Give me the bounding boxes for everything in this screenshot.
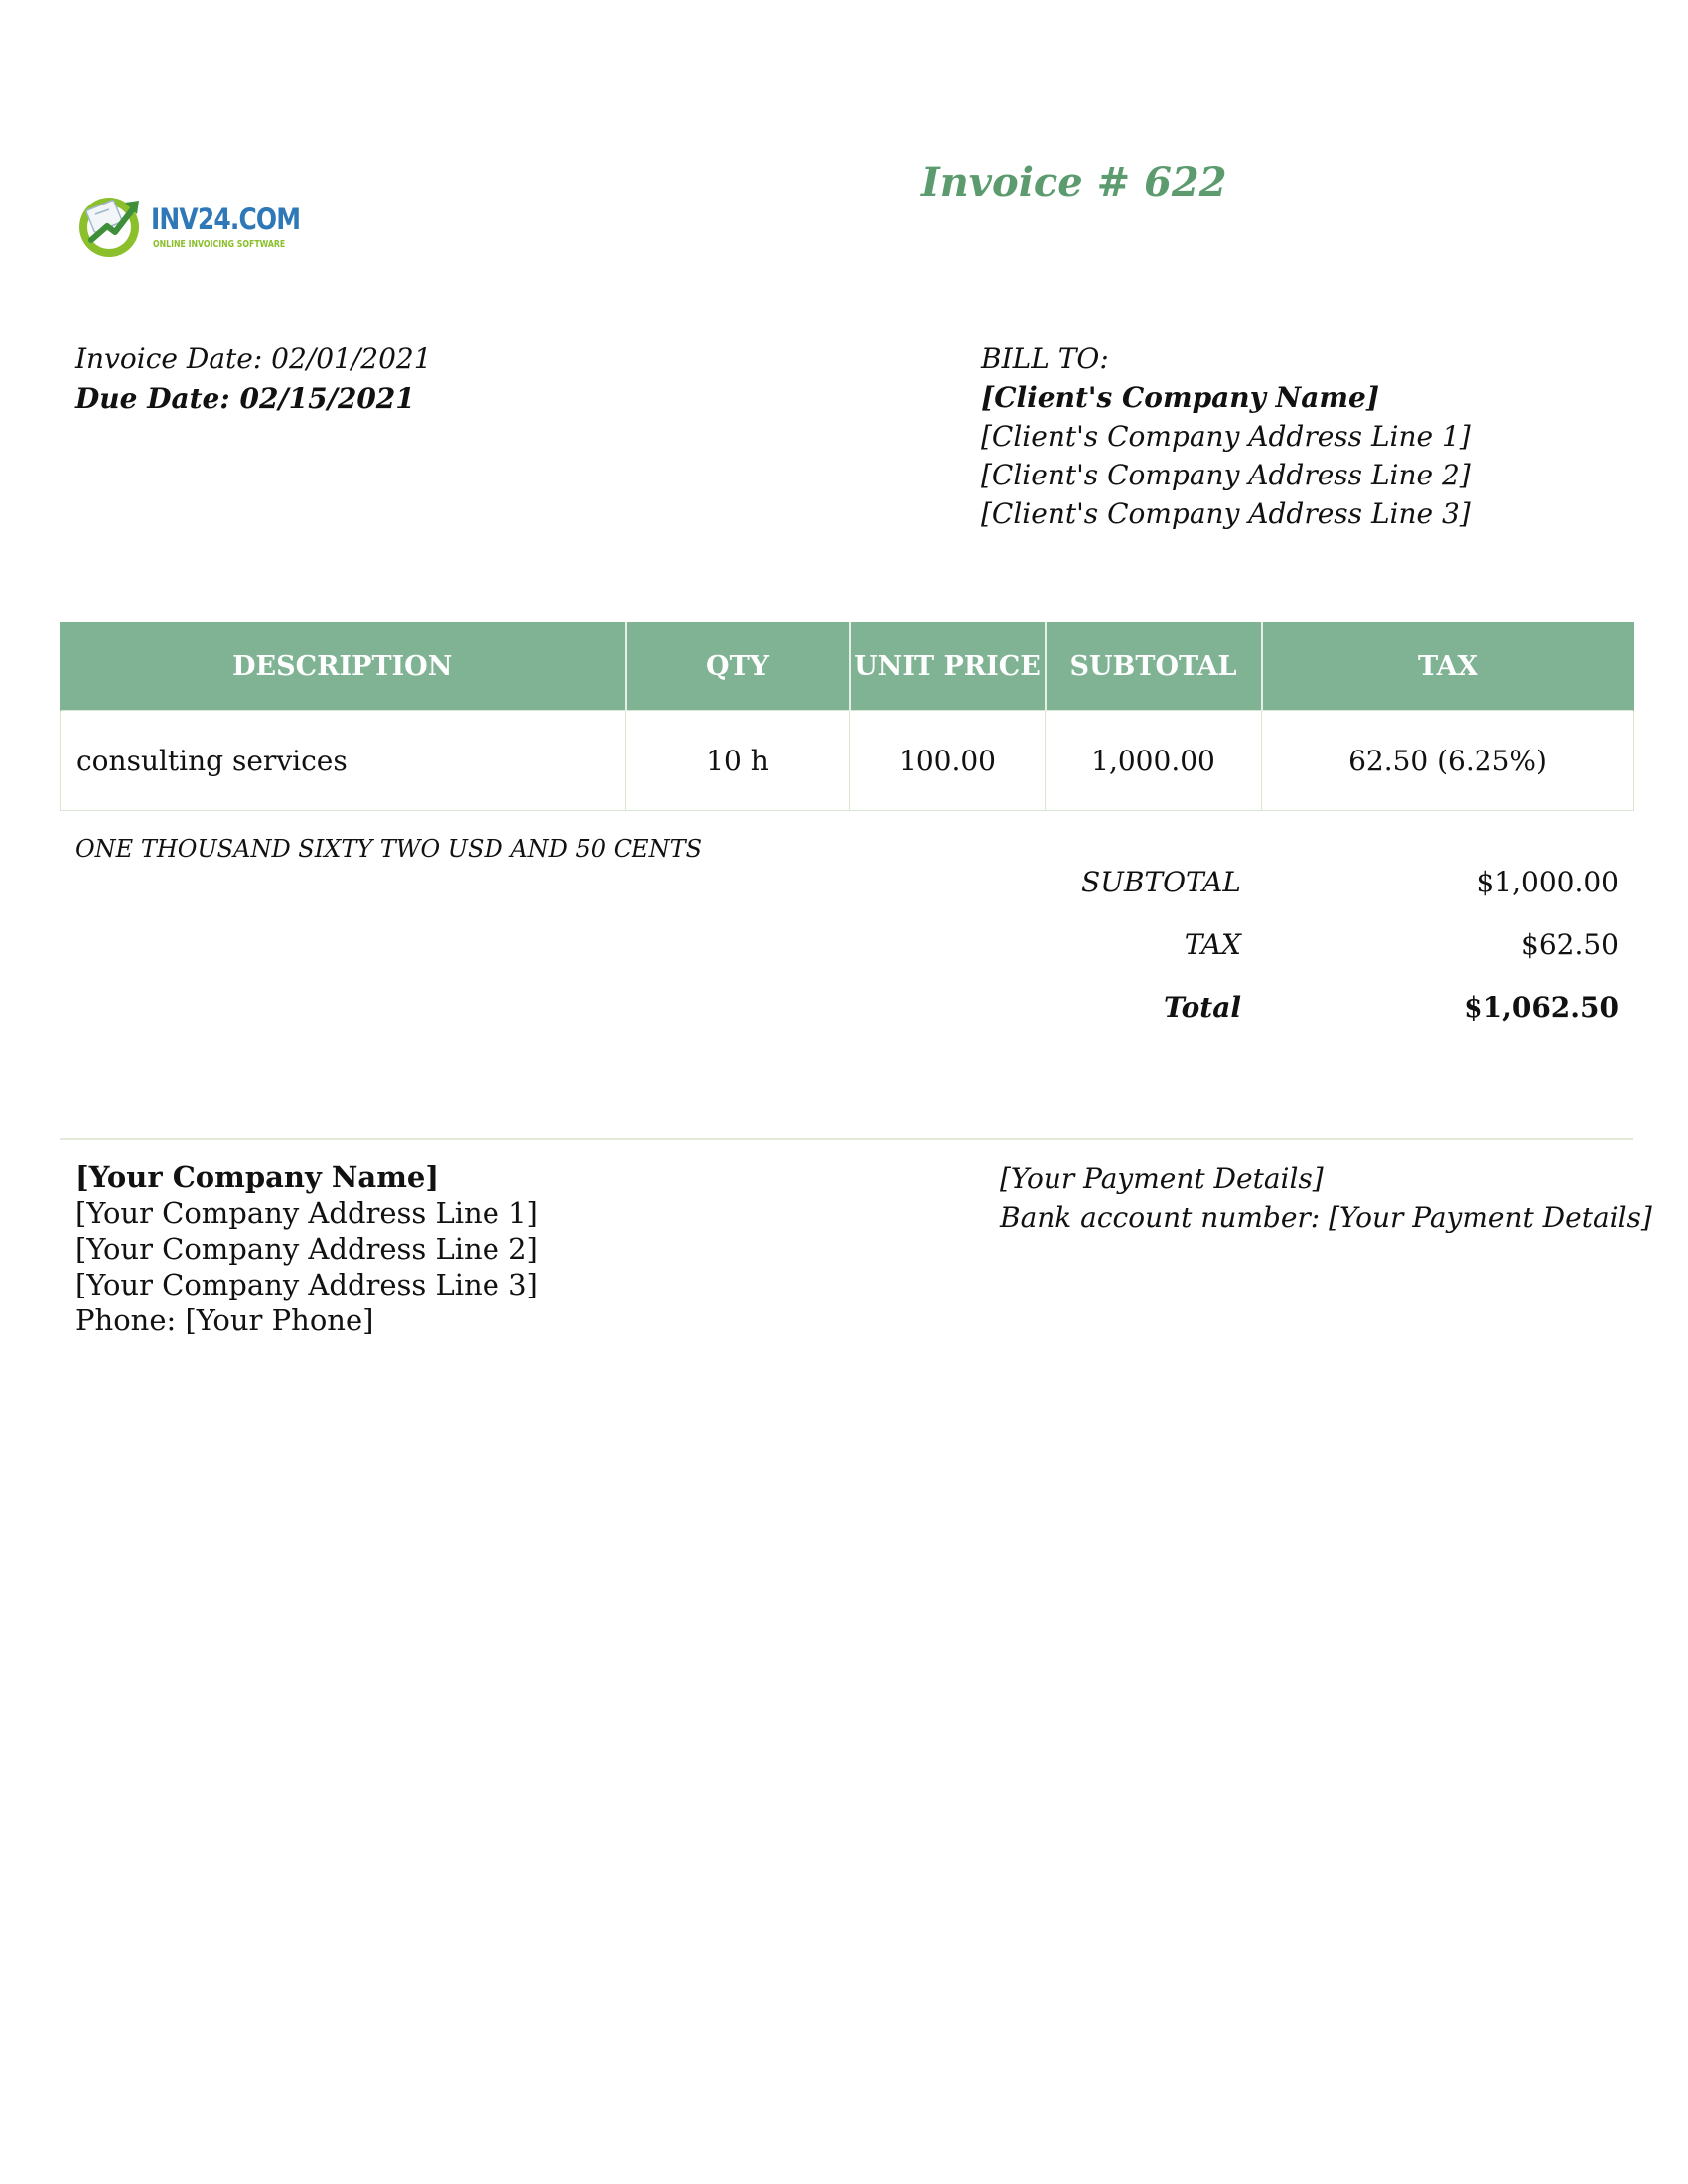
subtotal-value: $1,000.00 <box>1477 866 1618 898</box>
column-header-subtotal: SUBTOTAL <box>1046 623 1262 711</box>
client-address-line: [Client's Company Address Line 3] <box>981 497 1471 530</box>
footer-divider <box>60 1138 1633 1140</box>
logo-tagline: ONLINE INVOICING SOFTWARE <box>153 239 286 250</box>
tax-row <box>993 928 1618 968</box>
invoice-title: Invoice # 622 <box>921 159 1227 205</box>
company-name: [Your Company Name] <box>75 1160 440 1194</box>
column-header-description: DESCRIPTION <box>61 623 626 711</box>
company-logo <box>75 191 304 262</box>
tax-label: TAX <box>1184 928 1241 961</box>
total-label: Total <box>1163 991 1241 1024</box>
client-address-line: [Client's Company Address Line 1] <box>981 420 1471 453</box>
company-address-line: [Your Company Address Line 1] <box>75 1196 538 1230</box>
company-address-line: [Your Company Address Line 2] <box>75 1232 538 1266</box>
client-address-line: [Client's Company Address Line 2] <box>981 459 1471 491</box>
column-header-unit-price: UNIT PRICE <box>850 623 1046 711</box>
total-value: $1,062.50 <box>1464 991 1618 1024</box>
company-info <box>75 1160 538 1338</box>
payment-info <box>1000 1160 1652 1237</box>
item-qty: 10 h <box>626 711 850 811</box>
tax-value: $62.50 <box>1521 928 1618 961</box>
item-description: consulting services <box>61 711 626 811</box>
item-subtotal: 1,000.00 <box>1046 711 1262 811</box>
subtotal-row <box>993 866 1618 905</box>
bill-to-label: BILL TO: <box>981 342 1109 375</box>
due-date: Due Date: 02/15/2021 <box>75 382 415 415</box>
logo-mark-icon <box>75 191 145 260</box>
subtotal-label: SUBTOTAL <box>1081 866 1241 898</box>
client-company-name: [Client's Company Name] <box>981 381 1380 414</box>
invoice-dates <box>75 340 432 419</box>
table-header-row <box>61 623 1634 711</box>
column-header-qty: QTY <box>626 623 850 711</box>
payment-details: [Your Payment Details] <box>1000 1162 1324 1195</box>
amount-in-words: ONE THOUSAND SIXTY TWO USD AND 50 CENTS <box>75 835 703 863</box>
line-items-table <box>60 622 1634 811</box>
total-row <box>993 991 1618 1030</box>
invoice-date: Invoice Date: 02/01/2021 <box>75 342 432 375</box>
company-address-line: [Your Company Address Line 3] <box>75 1268 538 1301</box>
item-unit-price: 100.00 <box>850 711 1046 811</box>
column-header-tax: TAX <box>1262 623 1634 711</box>
item-tax: 62.50 (6.25%) <box>1262 711 1634 811</box>
table-row <box>61 711 1634 811</box>
logo-wordmark: INV24.COM <box>151 203 301 236</box>
bank-account-number: Bank account number: [Your Payment Details] <box>1000 1201 1652 1234</box>
company-phone: Phone: [Your Phone] <box>75 1303 374 1337</box>
bill-to-block <box>981 340 1471 533</box>
